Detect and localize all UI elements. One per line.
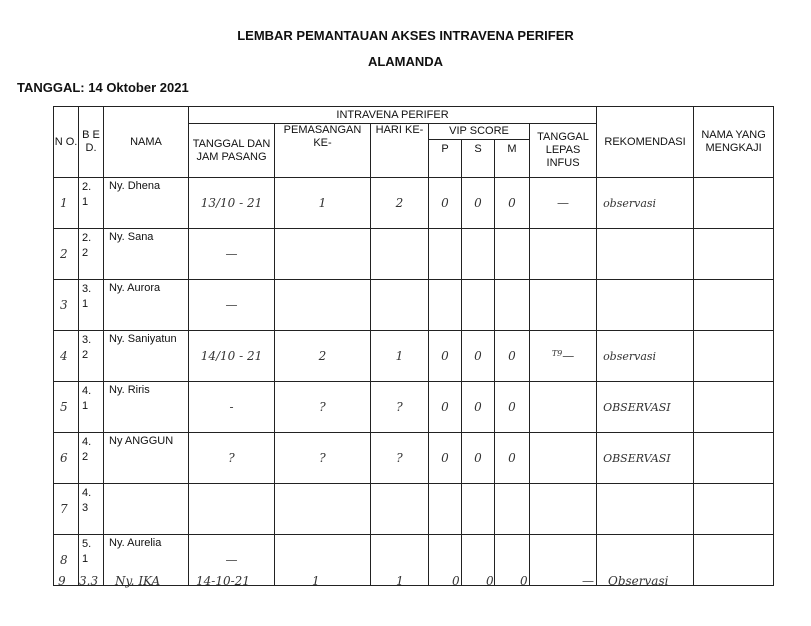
row-tanggal-lepas	[530, 331, 597, 382]
row-bed-bottom: 3	[82, 502, 89, 514]
row-rekomendasi: OBSERVASI	[597, 382, 694, 433]
extra-rekomendasi: Observasi	[608, 574, 669, 588]
row-pemasangan	[275, 484, 371, 535]
row-hari	[371, 280, 429, 331]
row-bed-bottom: 1	[82, 196, 89, 208]
extra-nama: Ny. IKA	[115, 574, 161, 588]
col-bed-header: B E D.	[79, 107, 104, 178]
row-vip-m: 0	[495, 382, 530, 433]
row-tanggal-pasang: 13/10 - 21	[189, 178, 275, 229]
col-rekomendasi-header: REKOMENDASI	[597, 107, 694, 178]
row-tanggal-lepas	[530, 178, 597, 229]
row-vip-s: 0	[462, 433, 495, 484]
table-row	[54, 433, 774, 484]
table-row	[54, 484, 774, 535]
row-nama: Ny. Saniyatun	[104, 331, 189, 382]
row-pengkaji	[694, 178, 774, 229]
row-tanggal-pasang: ?	[189, 433, 275, 484]
monitoring-table	[53, 106, 774, 586]
row-vip-p: 0	[429, 331, 462, 382]
row-tanggal-pasang: —	[189, 229, 275, 280]
row-no: 6	[54, 433, 79, 484]
extra-no: 9	[58, 574, 66, 588]
row-bed-top: 4.	[82, 385, 92, 397]
row-tanggal-lepas	[530, 280, 597, 331]
row-rekomendasi	[597, 484, 694, 535]
row-pengkaji	[694, 433, 774, 484]
row-vip-s	[462, 229, 495, 280]
col-tanggal-pasang-header: TANGGAL DAN JAM PASANG	[189, 124, 275, 178]
row-hari: 1	[371, 331, 429, 382]
row-vip-p	[429, 484, 462, 535]
row-rekomendasi	[597, 280, 694, 331]
row-hari	[371, 484, 429, 535]
row-pemasangan: ?	[275, 433, 371, 484]
row-pengkaji	[694, 484, 774, 535]
date-label: TANGGAL: 14 Oktober 2021	[17, 80, 189, 95]
row-no: 2	[54, 229, 79, 280]
col-hari-header: HARI KE-	[371, 124, 429, 178]
row-vip-s: 0	[462, 331, 495, 382]
extra-m: 0	[520, 574, 528, 588]
row-rekomendasi: OBSERVASI	[597, 433, 694, 484]
col-intravena-group-header: INTRAVENA PERIFER	[189, 107, 597, 124]
table-row	[54, 331, 774, 382]
row-lepas-value: —	[557, 196, 570, 210]
row-pemasangan	[275, 229, 371, 280]
row-vip-m: 0	[495, 433, 530, 484]
row-tanggal-pasang: 14/10 - 21	[189, 331, 275, 382]
col-p-header: P	[429, 140, 462, 178]
row-vip-p: 0	[429, 382, 462, 433]
row-bed	[79, 433, 104, 484]
row-nama: Ny. Sana	[104, 229, 189, 280]
row-lepas-note: T9	[551, 349, 563, 358]
row-vip-p: 0	[429, 433, 462, 484]
row-pemasangan	[275, 280, 371, 331]
col-pengkaji-header: NAMA YANG MENGKAJI	[694, 107, 774, 178]
row-pengkaji	[694, 382, 774, 433]
table-row	[54, 178, 774, 229]
row-no: 1	[54, 178, 79, 229]
row-hari: ?	[371, 433, 429, 484]
row-vip-p: 0	[429, 178, 462, 229]
row-tanggal-pasang: —	[189, 280, 275, 331]
extra-lepas: —	[582, 574, 594, 588]
row-tanggal-lepas	[530, 484, 597, 535]
extra-bed: 3.3	[79, 574, 99, 588]
row-bed-top: 3.	[82, 283, 92, 295]
extra-handwritten-row	[0, 574, 811, 598]
row-lepas-value: —	[562, 349, 575, 363]
row-vip-p	[429, 229, 462, 280]
row-bed-bottom: 1	[82, 553, 89, 565]
row-rekomendasi: observasi	[597, 331, 694, 382]
row-bed-top: 3.	[82, 334, 92, 346]
row-vip-m	[495, 484, 530, 535]
row-pengkaji	[694, 229, 774, 280]
row-tanggal-lepas	[530, 433, 597, 484]
row-bed-bottom: 2	[82, 451, 89, 463]
row-nama: Ny. Aurelia	[104, 535, 189, 586]
row-bed-top: 2.	[82, 181, 92, 193]
extra-tanggal-pasang: 14-10-21	[196, 574, 250, 588]
row-rekomendasi	[597, 229, 694, 280]
table-row	[54, 280, 774, 331]
extra-p: 0	[452, 574, 460, 588]
row-bed-bottom: 2	[82, 247, 89, 259]
extra-pemasangan: 1	[312, 574, 320, 588]
row-tanggal-pasang: —	[189, 535, 275, 586]
table-row	[54, 382, 774, 433]
extra-hari: 1	[396, 574, 404, 588]
row-pengkaji	[694, 280, 774, 331]
page-subtitle: ALAMANDA	[367, 54, 444, 69]
row-nama: Ny. Dhena	[104, 178, 189, 229]
row-vip-p	[429, 280, 462, 331]
row-vip-m	[495, 280, 530, 331]
row-bed-top: 2.	[82, 232, 92, 244]
row-no: 4	[54, 331, 79, 382]
extra-s: 0	[486, 574, 494, 588]
row-tanggal-pasang: -	[189, 382, 275, 433]
row-nama: Ny. Riris	[104, 382, 189, 433]
row-nama: Ny ANGGUN	[104, 433, 189, 484]
row-pemasangan: 2	[275, 331, 371, 382]
col-m-header: M	[495, 140, 530, 178]
row-vip-s: 0	[462, 178, 495, 229]
row-tanggal-lepas	[530, 382, 597, 433]
col-vip-score-header: VIP SCORE	[429, 124, 530, 140]
row-hari	[371, 229, 429, 280]
row-vip-s: 0	[462, 382, 495, 433]
row-bed	[79, 382, 104, 433]
col-s-header: S	[462, 140, 495, 178]
row-vip-s	[462, 280, 495, 331]
col-pemasangan-header: PEMASANGAN KE-	[275, 124, 371, 178]
row-bed	[79, 229, 104, 280]
row-vip-s	[462, 484, 495, 535]
row-no: 8	[54, 535, 79, 586]
row-no: 3	[54, 280, 79, 331]
row-vip-m: 0	[495, 331, 530, 382]
row-bed-top: 4.	[82, 436, 92, 448]
page-title: LEMBAR PEMANTAUAN AKSES INTRAVENA PERIFER	[237, 28, 574, 43]
row-bed	[79, 331, 104, 382]
row-bed	[79, 280, 104, 331]
row-vip-m	[495, 229, 530, 280]
row-bed-bottom: 2	[82, 349, 89, 361]
row-bed-top: 4.	[82, 487, 92, 499]
row-vip-m: 0	[495, 178, 530, 229]
col-no-header: N O.	[54, 107, 79, 178]
row-bed-bottom: 1	[82, 400, 89, 412]
row-nama	[104, 484, 189, 535]
row-tanggal-pasang	[189, 484, 275, 535]
row-bed-top: 5.	[82, 538, 92, 550]
row-nama: Ny. Aurora	[104, 280, 189, 331]
row-no: 5	[54, 382, 79, 433]
col-tanggal-lepas-header: TANGGAL LEPAS INFUS	[530, 124, 597, 178]
row-hari: 2	[371, 178, 429, 229]
row-pemasangan: ?	[275, 382, 371, 433]
row-bed	[79, 484, 104, 535]
row-no: 7	[54, 484, 79, 535]
row-bed	[79, 178, 104, 229]
table-row	[54, 229, 774, 280]
row-bed-bottom: 1	[82, 298, 89, 310]
row-hari: ?	[371, 382, 429, 433]
row-tanggal-lepas	[530, 229, 597, 280]
col-nama-header: NAMA	[104, 107, 189, 178]
row-pemasangan: 1	[275, 178, 371, 229]
row-rekomendasi: observasi	[597, 178, 694, 229]
row-pengkaji	[694, 331, 774, 382]
